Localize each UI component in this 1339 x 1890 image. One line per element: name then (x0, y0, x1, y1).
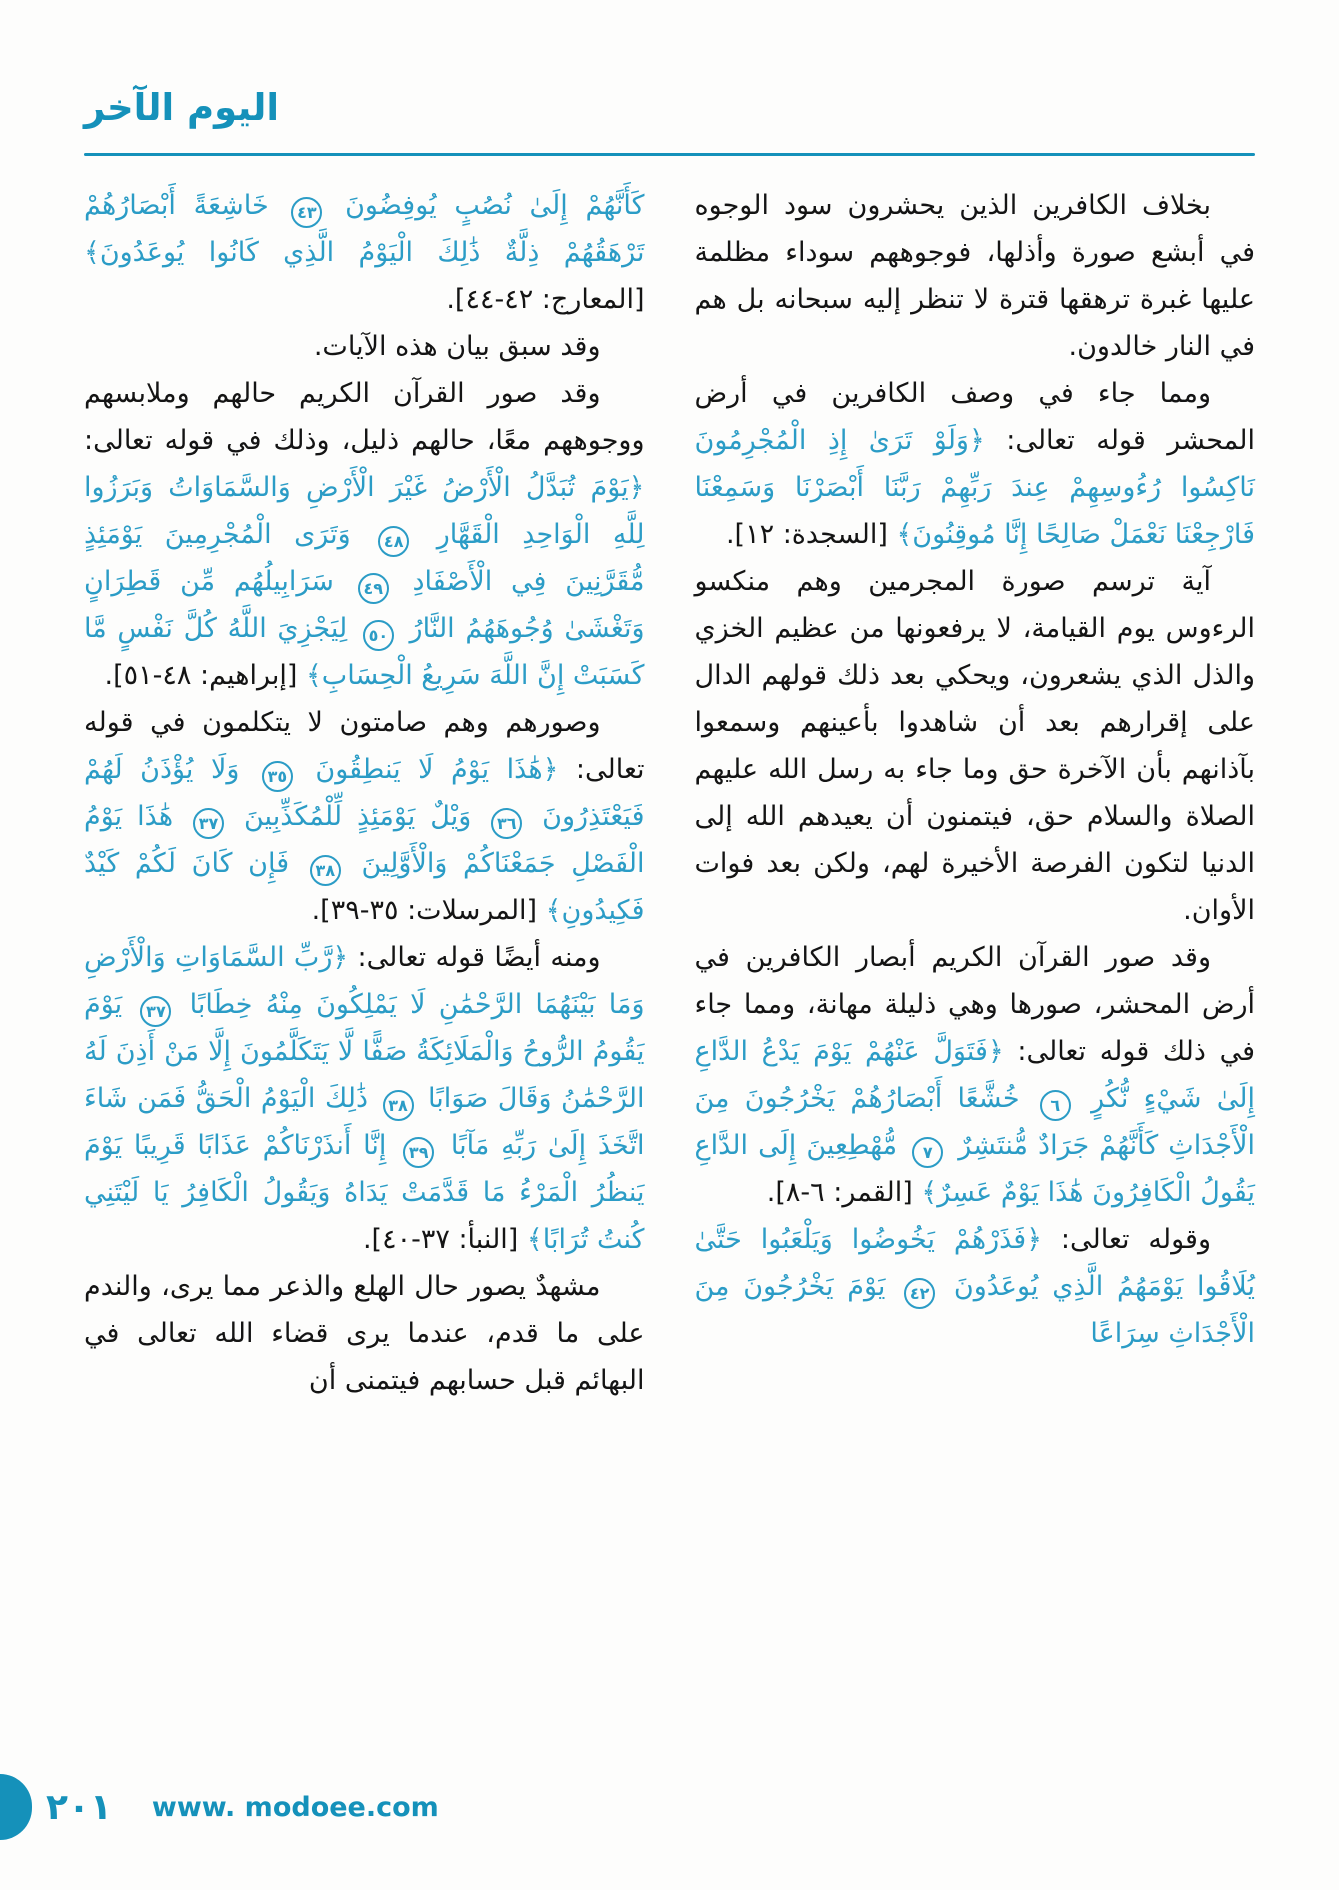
ayah-number: ٧ (912, 1137, 943, 1168)
quran-verse: ﴿فَذَرْهُمْ يَخُوضُوا وَيَلْعَبُوا حَتَّىٰ يُلَاقُوا يَوْمَهُمُ الَّذِي يُوعَدُونَ (694, 1224, 1255, 1302)
quran-verse: إِنَّا أَنذَرْنَاكُمْ عَذَابًا قَرِيبًا يَوْمَ يَنظُرُ الْمَرْءُ مَا قَدَّمَتْ يَدَاهُ وَيَقُولُ الْكَافِرُ يَا لَيْتَنِي كُنتُ تُرَابًا﴾ (84, 1130, 645, 1255)
page-footer (0, 1774, 439, 1840)
paragraph (84, 370, 645, 699)
body-text: وقد صور القرآن الكريم أبصار الكافرين في أرض المحشر، صورها وهي ذليلة مهانة، ومما جاء في ذلك قوله تعالى: (694, 942, 1255, 1067)
website-url: www. modoee.com (151, 1791, 439, 1823)
body-text: بخلاف الكافرين الذين يحشرون سود الوجوه في أبشع صورة وأذلها، فوجوههم سوداء مظلمة عليها غبرة ترهقها قترة لا تنظر إليه سبحانه بل هم في النار خالدون. (694, 190, 1255, 362)
ayah-number: ٣٥ (262, 761, 293, 792)
quran-verse: يَوْمَ يَقُومُ الرُّوحُ وَالْمَلَائِكَةُ صَفًّا لَّا يَتَكَلَّمُونَ إِلَّا مَنْ أَذِنَ لَهُ الرَّحْمَٰنُ وَقَالَ صَوَابًا (84, 989, 645, 1114)
quran-verse: ﴿يَوْمَ تُبَدَّلُ الْأَرْضُ غَيْرَ الْأَرْضِ وَالسَّمَاوَاتُ وَبَرَزُوا لِلَّهِ الْوَاحِدِ الْقَهَّارِ (84, 472, 645, 550)
quran-verse: مُّهْطِعِينَ إِلَى الدَّاعِ يَقُولُ الْكَافِرُونَ هَٰذَا يَوْمٌ عَسِرٌ﴾ (694, 1130, 1255, 1208)
text-columns (0, 156, 1339, 1404)
ayah-number: ٤٣ (291, 197, 322, 228)
quran-verse: خَاشِعَةً أَبْصَارُهُمْ تَرْهَقُهُمْ ذِلَّةٌ ذَٰلِكَ الْيَوْمُ الَّذِي كَانُوا يُوعَدُونَ﴾ (84, 190, 645, 268)
paragraph (84, 1263, 645, 1404)
quran-verse: لِيَجْزِيَ اللَّهُ كُلَّ نَفْسٍ مَّا كَسَبَتْ إِنَّ اللَّهَ سَرِيعُ الْحِسَابِ﴾ (84, 613, 645, 691)
quran-verse: سَرَابِيلُهُم مِّن قَطِرَانٍ وَتَغْشَىٰ وُجُوهَهُمُ النَّارُ (84, 566, 645, 644)
quran-verse: هَٰذَا يَوْمُ الْفَصْلِ جَمَعْنَاكُمْ وَالْأَوَّلِينَ (84, 801, 645, 879)
column-left (84, 182, 645, 1404)
body-text: آية ترسم صورة المجرمين وهم منكسو الرءوس يوم القيامة، لا يرفعونها من عظيم الخزي والذل الذي يشعرون، ويحكي بعد ذلك قولهم الدال على إقرارهم بعد أن شاهدوا بأعينهم وسمعوا بآذانهم بأن الآخرة حق وما جاء به رسل الله عليهم الصلاة والسلام حق، فيتمنون أن يعيدهم الله إلى الدنيا لتكون الفرصة الأخيرة لهم، ولكن بعد فوات الأوان. (694, 566, 1255, 926)
paragraph (84, 699, 645, 934)
quran-verse: ذَٰلِكَ الْيَوْمُ الْحَقُّ فَمَن شَاءَ اتَّخَذَ إِلَىٰ رَبِّهِ مَآبًا (84, 1083, 645, 1161)
quran-verse: ﴿رَّبِّ السَّمَاوَاتِ وَالْأَرْضِ وَمَا بَيْنَهُمَا الرَّحْمَٰنِ لَا يَمْلِكُونَ مِنْهُ خِطَابًا (84, 942, 645, 1020)
body-text: مشهدٌ يصور حال الهلع والذعر مما يرى، والندم على ما قدم، عندما يرى قضاء الله تعالى في البهائم قبل حسابهم فيتمنى أن (84, 1271, 645, 1396)
page-header (0, 0, 1339, 139)
body-text: وقد سبق بيان هذه الآيات. (313, 331, 601, 362)
paragraph (695, 558, 1256, 934)
verse-reference: [النبأ: ٣٧-٤٠]. (362, 1224, 527, 1255)
quran-verse: فَإِن كَانَ لَكُمْ كَيْدٌ فَكِيدُونِ﴾ (84, 848, 645, 926)
verse-reference: [القمر: ٦-٨]. (766, 1177, 922, 1208)
ayah-number: ٣٧ (193, 808, 224, 839)
quran-verse: ﴿فَتَوَلَّ عَنْهُمْ يَوْمَ يَدْعُ الدَّاعِ إِلَىٰ شَيْءٍ نُّكُرٍ (694, 1036, 1255, 1114)
ayah-number: ٣٩ (403, 1137, 434, 1168)
verse-reference: [المعارج: ٤٢-٤٤]. (446, 284, 645, 315)
body-text: ومنه أيضًا قوله تعالى: (348, 942, 601, 973)
paragraph (84, 323, 645, 370)
column-right (695, 182, 1256, 1404)
ayah-number: ٣٦ (491, 808, 522, 839)
footer-accent-bar (0, 1774, 32, 1840)
paragraph (695, 370, 1256, 558)
ayah-number: ٣٨ (383, 1090, 414, 1121)
body-text: وصورهم وهم صامتون لا يتكلمون في قوله تعالى: (84, 707, 645, 785)
verse-reference: [إبراهيم: ٤٨-٥١]. (104, 660, 306, 691)
body-text: وقد صور القرآن الكريم حالهم وملابسهم ووجوههم معًا، حالهم ذليل، وذلك في قوله تعالى: (84, 378, 645, 456)
quran-verse: خُشَّعًا أَبْصَارُهُمْ يَخْرُجُونَ مِنَ الْأَجْدَاثِ كَأَنَّهُمْ جَرَادٌ مُّنتَشِرٌ (694, 1083, 1255, 1161)
verse-reference: [المرسلات: ٣٥-٣٩]. (311, 895, 546, 926)
verse-reference: [السجدة: ١٢]. (725, 519, 897, 550)
quran-verse: وَيْلٌ يَوْمَئِذٍ لِّلْمُكَذِّبِينَ (229, 801, 487, 832)
paragraph (695, 1216, 1256, 1357)
body-text: وقوله تعالى: (1042, 1224, 1211, 1255)
body-text: ومما جاء في وصف الكافرين في أرض المحشر قوله تعالى: (694, 378, 1255, 456)
paragraph (84, 934, 645, 1263)
quran-verse: كَأَنَّهُمْ إِلَىٰ نُصُبٍ يُوفِضُونَ (327, 190, 645, 221)
quran-verse: ﴿وَلَوْ تَرَىٰ إِذِ الْمُجْرِمُونَ نَاكِسُوا رُءُوسِهِمْ عِندَ رَبِّهِمْ رَبَّنَا أَبْصَرْنَا وَسَمِعْنَا فَارْجِعْنَا نَعْمَلْ صَالِحًا إِنَّا مُوقِنُونَ﴾ (694, 425, 1255, 550)
ayah-number: ٤٩ (358, 573, 389, 604)
ayah-number: ٤٨ (378, 526, 409, 557)
ayah-number: ٣٨ (310, 855, 341, 886)
ayah-number: ٤٢ (904, 1278, 935, 1309)
paragraph (695, 934, 1256, 1216)
paragraph (695, 182, 1256, 370)
paragraph (84, 182, 645, 323)
quran-verse: يَوْمَ يَخْرُجُونَ مِنَ الْأَجْدَاثِ سِرَاعًا (694, 1271, 1255, 1349)
ayah-number: ٦ (1040, 1090, 1071, 1121)
page-number: ٢٠١ (46, 1786, 112, 1828)
page-header-title: اليوم الآخر (84, 86, 280, 129)
quran-verse: ﴿هَٰذَا يَوْمُ لَا يَنطِقُونَ (297, 754, 559, 785)
quran-verse: وَتَرَى الْمُجْرِمِينَ يَوْمَئِذٍ مُّقَرَّنِينَ فِي الْأَصْفَادِ (84, 519, 645, 597)
quran-verse: وَلَا يُؤْذَنُ لَهُمْ فَيَعْتَذِرُونَ (84, 754, 645, 832)
ayah-number: ٥٠ (363, 620, 394, 651)
ayah-number: ٣٧ (140, 996, 171, 1027)
